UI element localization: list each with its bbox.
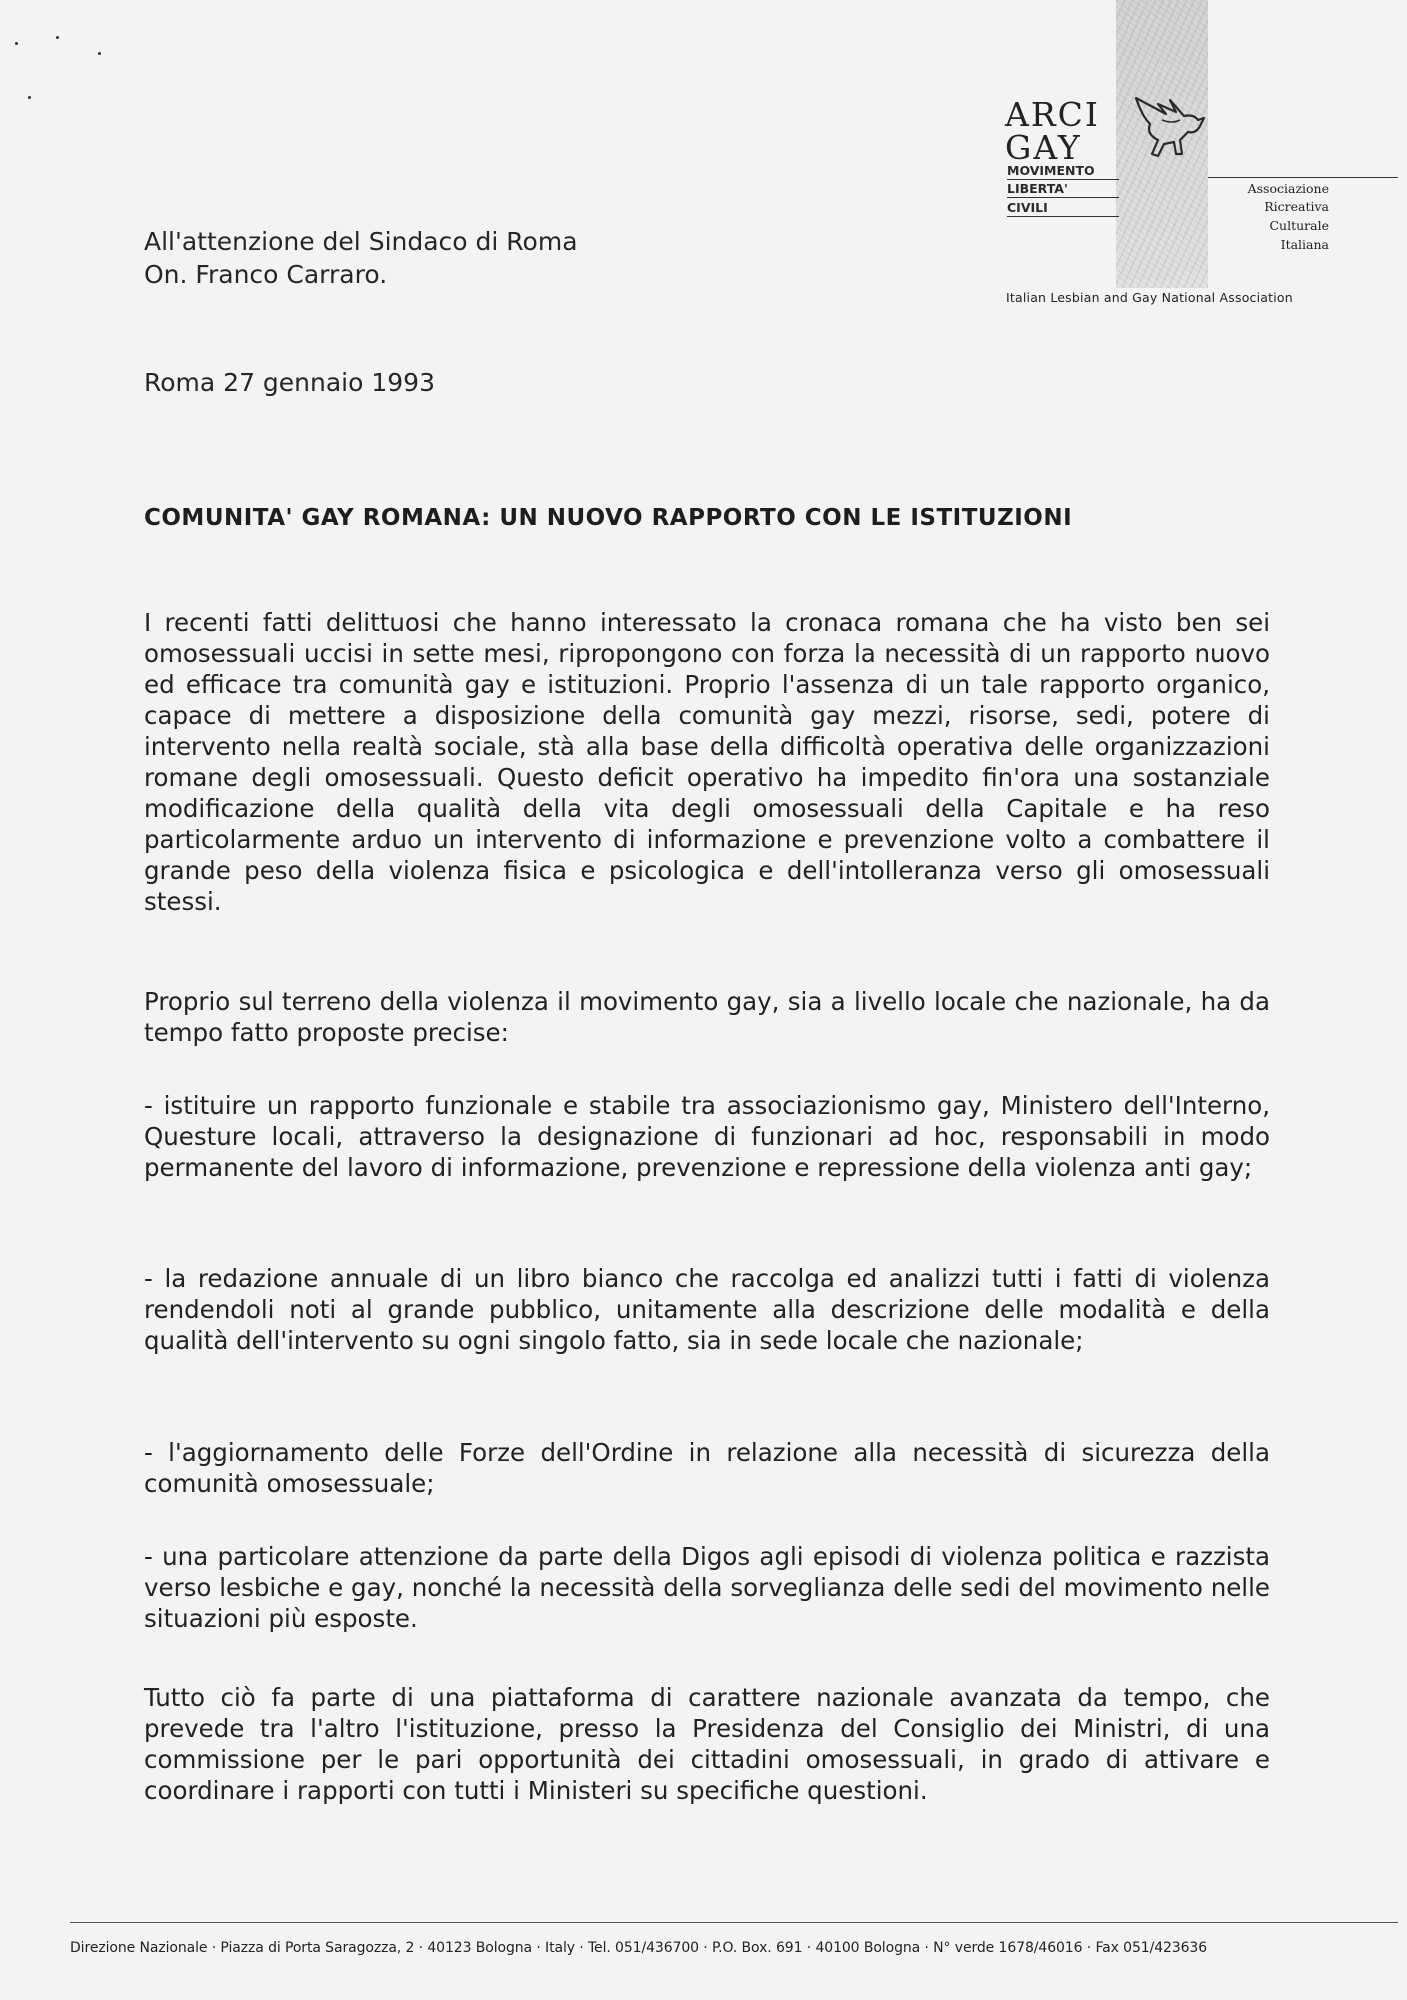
logo-movimento: MOVIMENTO: [1007, 163, 1095, 178]
logo-civili: CIVILI: [1007, 200, 1048, 215]
assoc-line-italiana: Italiana: [1280, 237, 1329, 252]
footer-address: Direzione Nazionale · Piazza di Porta Saragozza, 2 · 40123 Bologna · Italy · Tel. 051/436700 · P.O. Box. 691 · 40100 Bologna · N° verde 1678/46016 · Fax 051/423636: [70, 1940, 1208, 1956]
letter-date: Roma 27 gennaio 1993: [144, 368, 435, 397]
footer-rule: [70, 1922, 1398, 1923]
addressee-line: On. Franco Carraro.: [144, 260, 388, 289]
assoc-line-ricreativa: Ricreativa: [1264, 199, 1329, 214]
pegasus-icon: [1132, 90, 1208, 162]
proposal-item: - istituire un rapporto funzionale e stabile tra associazionismo gay, Ministero dell'Interno, Questure locali, attraverso la designazione di funzionari ad hoc, responsabili in modo permanente del lavoro di informazione, prevenzione e repressione della violenza anti gay;: [144, 1091, 1270, 1182]
proposal-item: - una particolare attenzione da parte della Digos agli episodi di violenza politica e razzista verso lesbiche e gay, nonché la necessità della sorveglianza delle sedi del movimento nelle situazioni più esposte.: [144, 1542, 1270, 1633]
scan-speck: [98, 52, 101, 55]
addressee: [144, 225, 578, 291]
logo-liberta: LIBERTA': [1007, 181, 1068, 196]
body-paragraph: Tutto ciò fa parte di una piattaforma di carattere nazionale avanzata da tempo, che prevede tra l'altro l'istituzione, presso la Presidenza del Consiglio dei Ministri, di una commissione per le pari opportunità dei cittadini omosessuali, in grado di attivare e coordinare i rapporti con tutti i Ministeri su specifiche questioni.: [144, 1683, 1270, 1805]
proposal-item: - la redazione annuale di un libro bianco che raccolga ed analizzi tutti i fatti di violenza rendendoli noti al grande pubblico, unitamente alla descrizione delle modalità e della qualità dell'intervento su ogni singolo fatto, sia in sede locale che nazionale;: [144, 1264, 1270, 1355]
body-paragraph: Proprio sul terreno della violenza il movimento gay, sia a livello locale che nazionale, ha da tempo fatto proposte precise:: [144, 987, 1270, 1047]
logo-rule: [1007, 179, 1119, 180]
scan-speck: [15, 42, 18, 45]
international-name: Italian Lesbian and Gay National Association: [1006, 290, 1293, 305]
assoc-line-associazione: Associazione: [1247, 181, 1329, 196]
logo-rule: [1007, 197, 1119, 198]
scan-speck: [28, 96, 31, 99]
logo-gay: GAY: [1005, 128, 1082, 167]
assoc-rule: [1208, 177, 1398, 178]
assoc-line-culturale: Culturale: [1269, 218, 1329, 233]
body-paragraph: I recenti fatti delittuosi che hanno interessato la cronaca romana che ha visto ben sei omosessuali uccisi in sette mesi, ripropongono con forza la necessità di un rapporto nuovo ed efficace tra comunità gay e istituzioni. Proprio l'assenza di un tale rapporto organico, capace di mettere a disposizione della comunità gay mezzi, risorse, sedi, potere di intervento nella realtà sociale, stà alla base della difficoltà operativa delle organizzazioni romane degli omosessuali. Questo deficit operativo ha impedito fin'ora una sostanziale modificazione della qualità della vita degli omosessuali della Capitale e ha reso particolarmente arduo un intervento di informazione e prevenzione volto a combattere il grande peso della violenza fisica e psicologica e dell'intolleranza verso gli omosessuali stessi.: [144, 608, 1270, 916]
logo-rule: [1007, 216, 1119, 217]
scan-speck: [56, 36, 59, 39]
proposal-item: - l'aggiornamento delle Forze dell'Ordine in relazione alla necessità di sicurezza della comunità omosessuale;: [144, 1438, 1270, 1498]
logo-arci: ARCI: [1005, 95, 1100, 134]
addressee-line: All'attenzione del Sindaco di Roma: [144, 227, 578, 256]
letter-subject: COMUNITA' GAY ROMANA: UN NUOVO RAPPORTO CON LE ISTITUZIONI: [144, 505, 1073, 531]
